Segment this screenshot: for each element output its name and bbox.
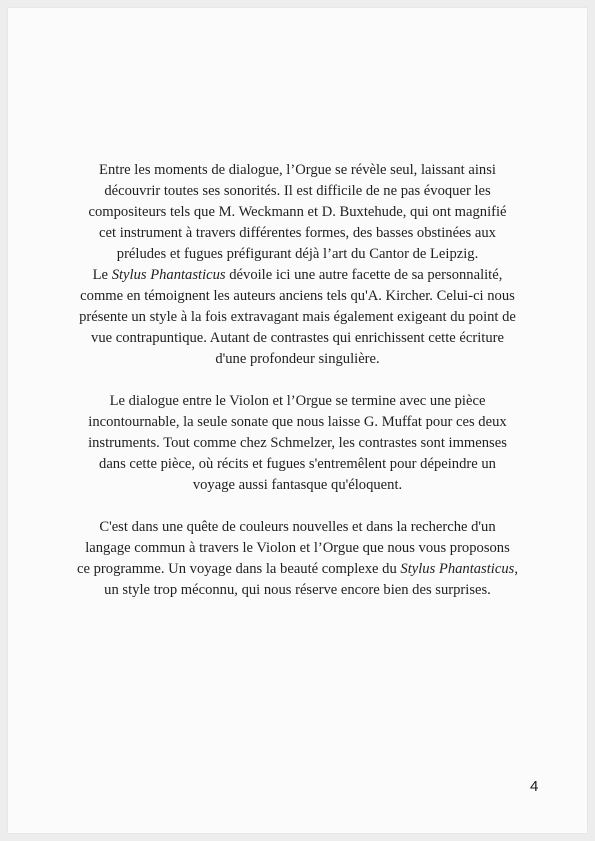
text-line: cet instrument à travers différentes formes, des basses obstinées aux bbox=[99, 225, 496, 241]
text-span: dévoile ici une autre facette de sa personnalité, bbox=[225, 267, 503, 283]
document-page bbox=[8, 8, 587, 833]
text-line: préludes et fugues préfigurant déjà l’art du Cantor de Leipzig. bbox=[116, 246, 479, 262]
paragraph-orgue-seul bbox=[28, 160, 567, 265]
text-line: d'une profondeur singulière. bbox=[215, 351, 380, 367]
text-line: découvrir toutes ses sonorités. Il est difficile de ne pas évoquer les bbox=[104, 183, 491, 199]
italic-title: Stylus Phantasticus bbox=[400, 561, 515, 577]
text-line: un style trop méconnu, qui nous réserve encore bien des surprises. bbox=[104, 582, 491, 598]
text-line: comme en témoignent les auteurs anciens tels qu'A. Kircher. Celui-ci nous bbox=[80, 288, 515, 304]
text-line: dans cette pièce, où récits et fugues s'entremêlent pour dépeindre un bbox=[99, 456, 496, 472]
text-span: , bbox=[514, 561, 518, 577]
text-line bbox=[28, 265, 567, 286]
text-line: compositeurs tels que M. Weckmann et D. Buxtehude, qui ont magnifié bbox=[88, 204, 507, 220]
text-line: instruments. Tout comme chez Schmelzer, les contrastes sont immenses bbox=[88, 435, 507, 451]
text-line bbox=[28, 559, 567, 580]
italic-title: Stylus Phantasticus bbox=[111, 267, 226, 283]
text-span: Le bbox=[92, 267, 112, 283]
text-line: voyage aussi fantasque qu'éloquent. bbox=[192, 477, 403, 493]
text-line: Le dialogue entre le Violon et l’Orgue se termine avec une pièce bbox=[109, 393, 486, 409]
paragraph-programme bbox=[28, 517, 567, 601]
text-line: langage commun à travers le Violon et l’Orgue que nous vous proposons bbox=[85, 540, 510, 556]
text-line: C'est dans une quête de couleurs nouvelles et dans la recherche d'un bbox=[99, 519, 496, 535]
text-line: vue contrapuntique. Autant de contrastes qui enrichissent cette écriture bbox=[91, 330, 504, 346]
text-span: ce programme. Un voyage dans la beauté complexe du bbox=[77, 561, 401, 577]
body-text bbox=[28, 160, 567, 622]
text-line: présente un style à la fois extravagant mais également exigeant du point de bbox=[79, 309, 516, 325]
page-number: 4 bbox=[530, 778, 539, 795]
text-line: incontournable, la seule sonate que nous laisse G. Muffat pour ces deux bbox=[88, 414, 507, 430]
paragraph-stylus-phantasticus bbox=[28, 265, 567, 370]
paragraph-muffat-sonate bbox=[28, 391, 567, 496]
text-line: Entre les moments de dialogue, l’Orgue se révèle seul, laissant ainsi bbox=[99, 162, 496, 178]
